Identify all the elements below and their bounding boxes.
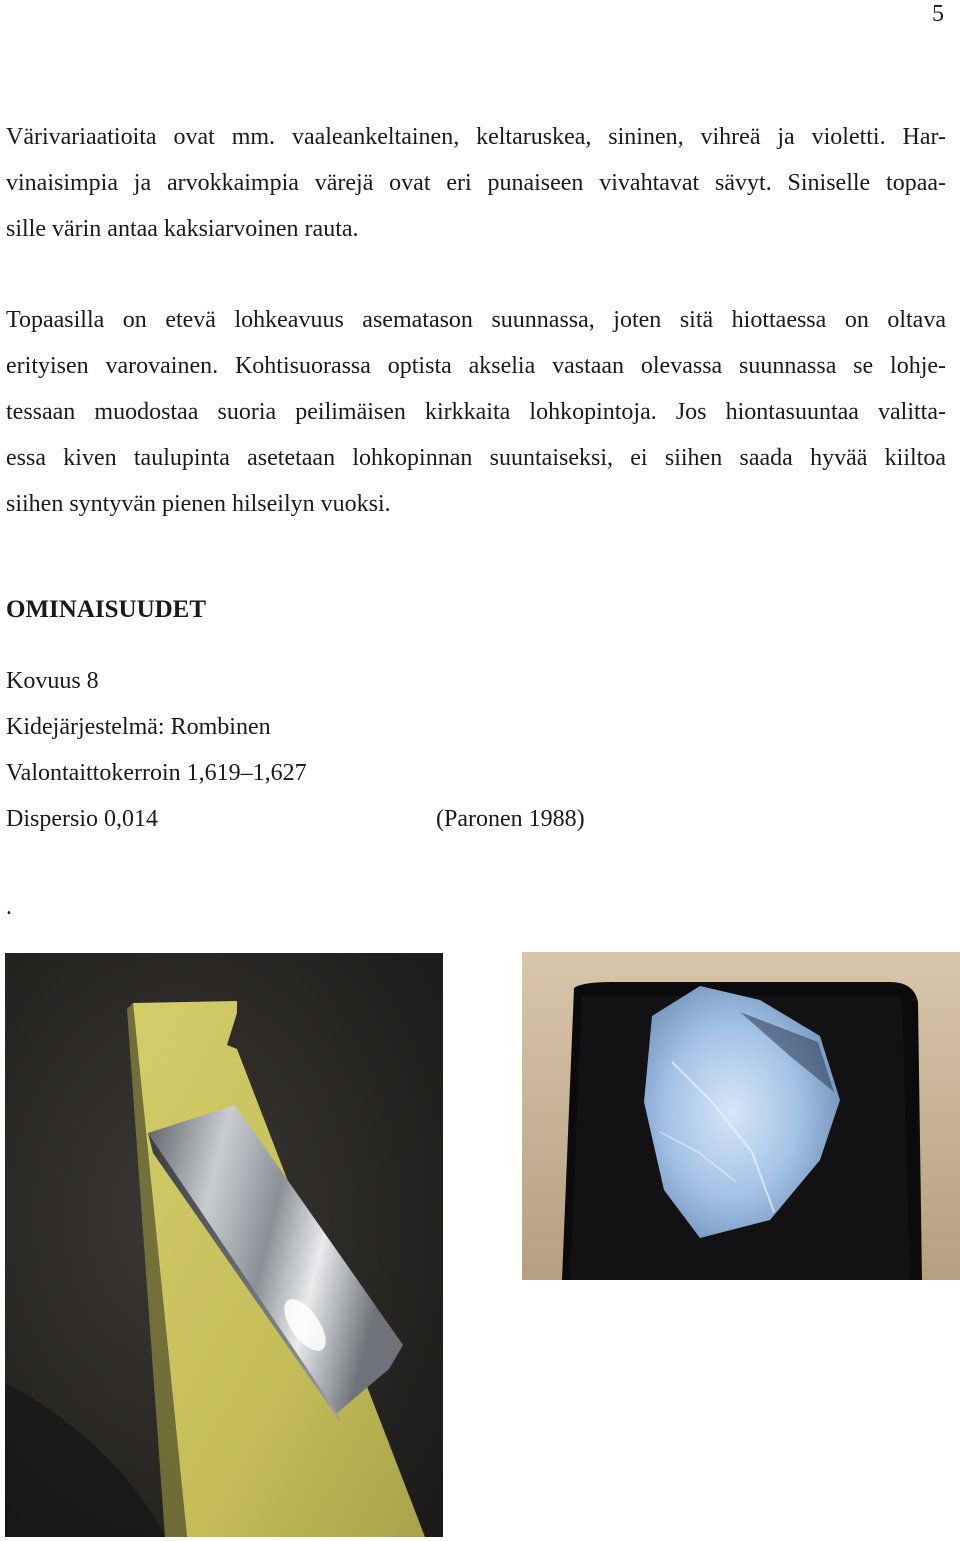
- photo-metal-sliver-on-tape: [5, 953, 443, 1537]
- section-heading-properties: OMINAISUUDET: [6, 596, 207, 623]
- photo-metal-sliver-illustration: [5, 953, 443, 1537]
- photo-topaz-illustration: [522, 952, 960, 1280]
- text-line: vinaisimpia ja arvokkaimpia värejä ovat eri punaiseen vivahtavat sävyt. Siniselle topaa-: [6, 170, 946, 196]
- text-line: essa kiven taulupinta asetetaan lohkopinnan suuntaiseksi, ei siihen saada hyvää kiiltoa: [6, 445, 946, 471]
- text-line: siihen syntyvän pienen hilseilyn vuoksi.: [6, 491, 391, 517]
- text-line: sille värin antaa kaksiarvoinen rauta.: [6, 216, 359, 242]
- text-line: erityisen varovainen. Kohtisuorassa optista akselia vastaan olevassa suunnassa se lohje-: [6, 353, 946, 379]
- text-line: tessaan muodostaa suoria peilimäisen kirkkaita lohkopintoja. Jos hiontasuuntaa valitta-: [6, 399, 946, 425]
- photo-blue-topaz-crystal: [522, 952, 960, 1280]
- property-crystal-system: Kidejärjestelmä: Rombinen: [6, 714, 271, 740]
- text-line: Värivariaatioita ovat mm. vaaleankeltainen, keltaruskea, sininen, vihreä ja violetti. Har-: [6, 124, 946, 150]
- paragraph-cleavage: [6, 297, 946, 527]
- stray-period: .: [6, 894, 12, 920]
- paragraph-color-variations: [6, 114, 946, 252]
- property-dispersion: Dispersio 0,014: [6, 806, 158, 832]
- text-line: Topaasilla on etevä lohkeavuus asematason suunnassa, joten sitä hiottaessa on oltava: [6, 307, 946, 333]
- property-hardness: Kovuus 8: [6, 668, 99, 694]
- property-refractive-index: Valontaittokerroin 1,619–1,627: [6, 760, 307, 786]
- source-citation: (Paronen 1988): [436, 806, 585, 832]
- page-number: 5: [932, 1, 944, 27]
